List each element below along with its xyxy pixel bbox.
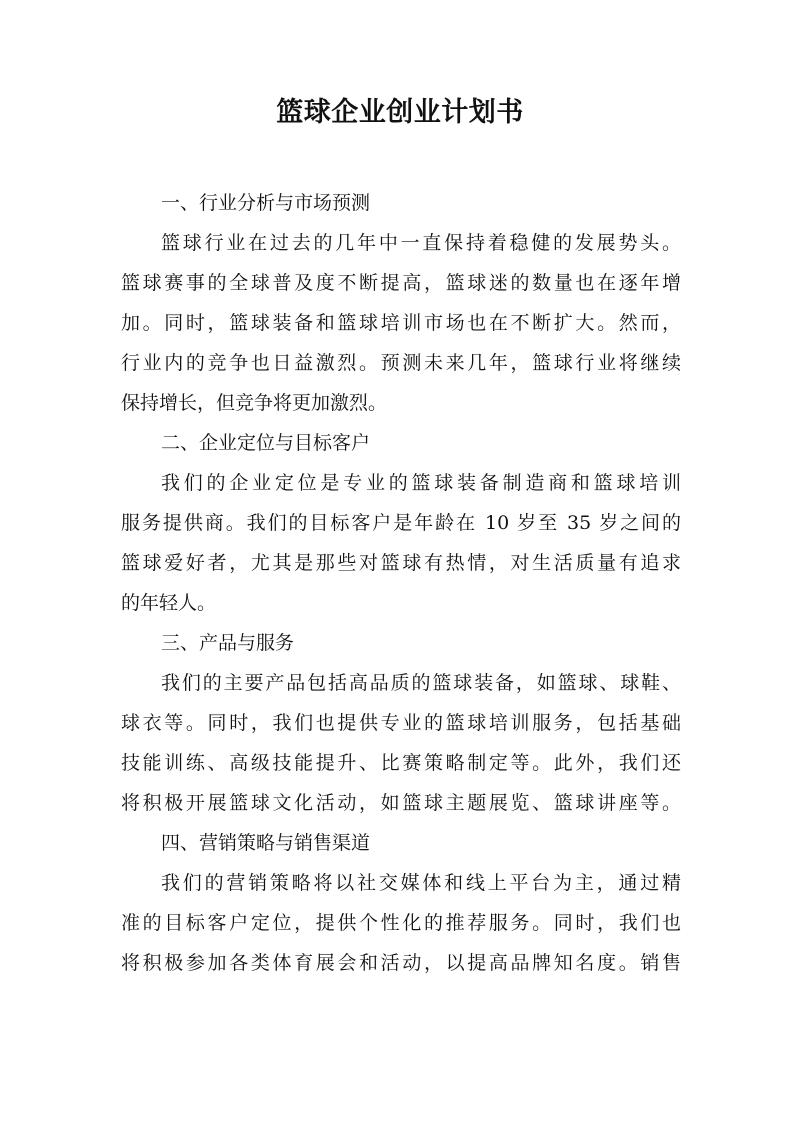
document-title: 篮球企业创业计划书	[276, 97, 524, 128]
paragraph-line: 服务提供商。我们的目标客户是年龄在 10 岁至 35 岁之间的	[121, 512, 681, 534]
document-body	[121, 183, 681, 983]
paragraph-line: 行业内的竞争也日益激烈。预测未来几年，篮球行业将继续	[121, 352, 681, 374]
paragraph-line: 球衣等。同时，我们也提供专业的篮球培训服务，包括基础	[121, 712, 681, 734]
paragraph-industry-analysis	[121, 223, 681, 423]
paragraph-products-services	[121, 663, 681, 823]
paragraph-line: 我们的企业定位是专业的篮球装备制造商和篮球培训	[161, 472, 681, 494]
paragraph-line: 我们的营销策略将以社交媒体和线上平台为主，通过精	[161, 872, 681, 894]
paragraph-line: 篮球爱好者，尤其是那些对篮球有热情，对生活质量有追求	[121, 552, 681, 574]
paragraph-positioning	[121, 463, 681, 623]
paragraph-line: 加。同时，篮球装备和篮球培训市场也在不断扩大。然而，	[121, 312, 681, 334]
paragraph-line: 保持增长，但竞争将更加激烈。	[121, 392, 388, 414]
section-heading-industry-analysis: 一、行业分析与市场预测	[161, 192, 371, 214]
paragraph-line: 的年轻人。	[121, 592, 217, 614]
paragraph-line: 将积极开展篮球文化活动，如篮球主题展览、篮球讲座等。	[121, 792, 681, 814]
paragraph-line: 篮球赛事的全球普及度不断提高，篮球迷的数量也在逐年增	[121, 272, 681, 294]
paragraph-line: 准的目标客户定位，提供个性化的推荐服务。同时，我们也	[121, 912, 681, 934]
paragraph-line: 我们的主要产品包括高品质的篮球装备，如篮球、球鞋、	[161, 672, 681, 694]
section-heading-products-services: 三、产品与服务	[161, 632, 295, 654]
section-heading-marketing: 四、营销策略与销售渠道	[161, 832, 371, 854]
paragraph-line: 将积极参加各类体育展会和活动，以提高品牌知名度。销售	[121, 952, 681, 974]
paragraph-marketing	[121, 863, 681, 983]
paragraph-line: 篮球行业在过去的几年中一直保持着稳健的发展势头。	[161, 232, 681, 254]
paragraph-line: 技能训练、高级技能提升、比赛策略制定等。此外，我们还	[121, 752, 681, 774]
section-heading-positioning: 二、企业定位与目标客户	[161, 432, 371, 454]
